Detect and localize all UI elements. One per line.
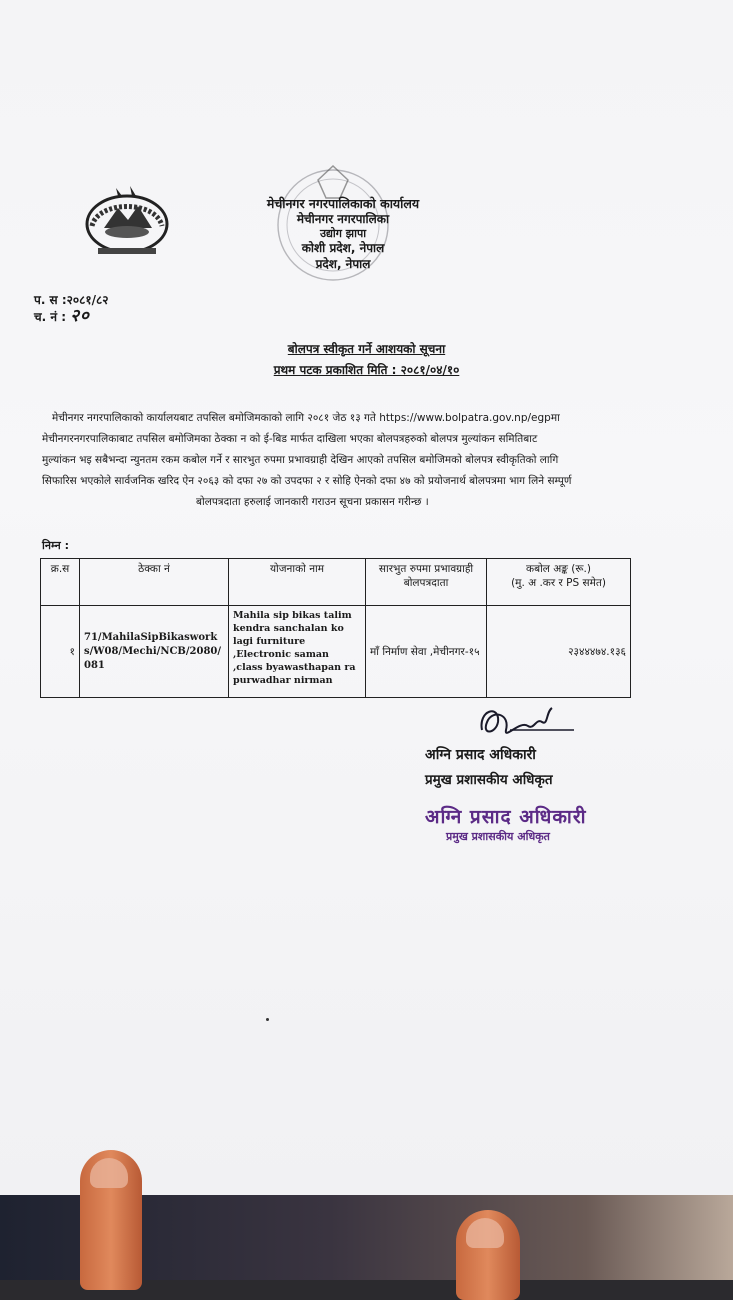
- table-label: निम्न :: [42, 539, 69, 552]
- office-line-4: कोशी प्रदेश, नेपाल: [301, 241, 385, 256]
- dispatch-number: २०: [70, 306, 90, 326]
- header-bidder: सारभुत रुपमा प्रभावग्राही बोलपत्रदाता: [366, 559, 487, 606]
- notice-title: बोलपत्र स्वीकृत गर्ने आशयको सूचना: [287, 342, 446, 356]
- thumb-right: [456, 1210, 520, 1300]
- paragraph-line-4: सिफारिस भएकोले सार्वजनिक खरिद ऐन २०६३ को दफा २७ को उपदफा २ र सोहि ऐनको दफा ४७ को प्रयोजनार्थ बोलपत्रमा भाग लिने सम्पूर्ण: [42, 475, 572, 487]
- handwritten-signature-icon: [470, 700, 580, 750]
- signer-designation: प्रमुख प्रशासकीय अधिकृत: [425, 772, 553, 788]
- paragraph-line-2: मेचीनगरनगरपालिकाबाट तपसिल बमोजिमका ठेक्का न को ई-बिड मार्फत दाखिला भएका बोलपत्रहरुको बोलपत्र मुल्यांकन समितिबाट: [42, 433, 538, 445]
- stamp-name: अग्नि प्रसाद अधिकारी: [425, 806, 587, 828]
- office-line-1: मेचीनगर नगरपालिकाको कार्यालय: [266, 196, 420, 211]
- stamp-designation: प्रमुख प्रशासकीय अधिकृत: [446, 830, 550, 843]
- cell-bidder: माँ निर्माण सेवा ,मेचीनगर-१५: [366, 606, 487, 698]
- cell-contract-no: 71/MahilaSipBikasworks/W08/Mechi/NCB/2080/081: [80, 606, 229, 698]
- header-amount: कबोल अङ्क (रू.) (मु. अ .कर र PS समेत): [487, 559, 631, 606]
- header-sn: क्र.स: [41, 559, 80, 606]
- signer-name: अग्नि प्रसाद अधिकारी: [425, 747, 536, 763]
- notice-date: प्रथम पटक प्रकाशित मिति : २०८१/०४/१०: [273, 363, 460, 377]
- header-project: योजनाको नाम: [229, 559, 366, 606]
- cell-sn: १: [41, 606, 80, 698]
- table-row: [41, 606, 631, 698]
- office-line-2: मेचीनगर नगरपालिका: [296, 212, 390, 226]
- cell-amount: २३४४४७४.१३६: [487, 606, 631, 698]
- paragraph-line-3: मुल्यांकन भइ सबैभन्दा न्युनतम रकम कबोल गर्ने र सारभुत रुपमा प्रभावग्राही देखिन आएको तपसिल बमोजिमको बोलपत्र स्वीकृतिको लागि: [42, 454, 559, 466]
- notice-date-row: [0, 361, 733, 378]
- thumb-left: [80, 1150, 142, 1290]
- paragraph-line-5: बोलपत्रदाता हरुलाई जानकारी गराउन सूचना प्रकासन गरीन्छ ।: [196, 496, 429, 508]
- office-line-5: प्रदेश, नेपाल: [315, 256, 371, 271]
- notice-title-row: [0, 340, 733, 357]
- header-contract-no: ठेक्का नं: [80, 559, 229, 606]
- nepal-emblem-icon: [78, 180, 176, 260]
- reference-block: [34, 292, 108, 325]
- paper-speck: [266, 1018, 269, 1021]
- office-line-3: उद्योग झापा: [319, 227, 367, 241]
- office-name-block: [228, 196, 458, 272]
- ref-number: प. स :२०८१/८२: [34, 293, 109, 307]
- dispatch-label: च. नं :: [34, 310, 66, 324]
- cell-project: Mahila sip bikas talim kendra sanchalan ko lagi furniture ,Electronic saman ,class byawasthapan ra purwadhar nirman: [229, 606, 366, 698]
- table-header-row: [41, 559, 631, 606]
- paragraph-line-1: मेचीनगर नगरपालिकाको कार्यालयबाट तपसिल बमोजिमकाको लागि २०८१ जेठ १३ गते https://www.bolpatra.gov.np/egpमा: [52, 412, 560, 424]
- award-table: [40, 558, 631, 698]
